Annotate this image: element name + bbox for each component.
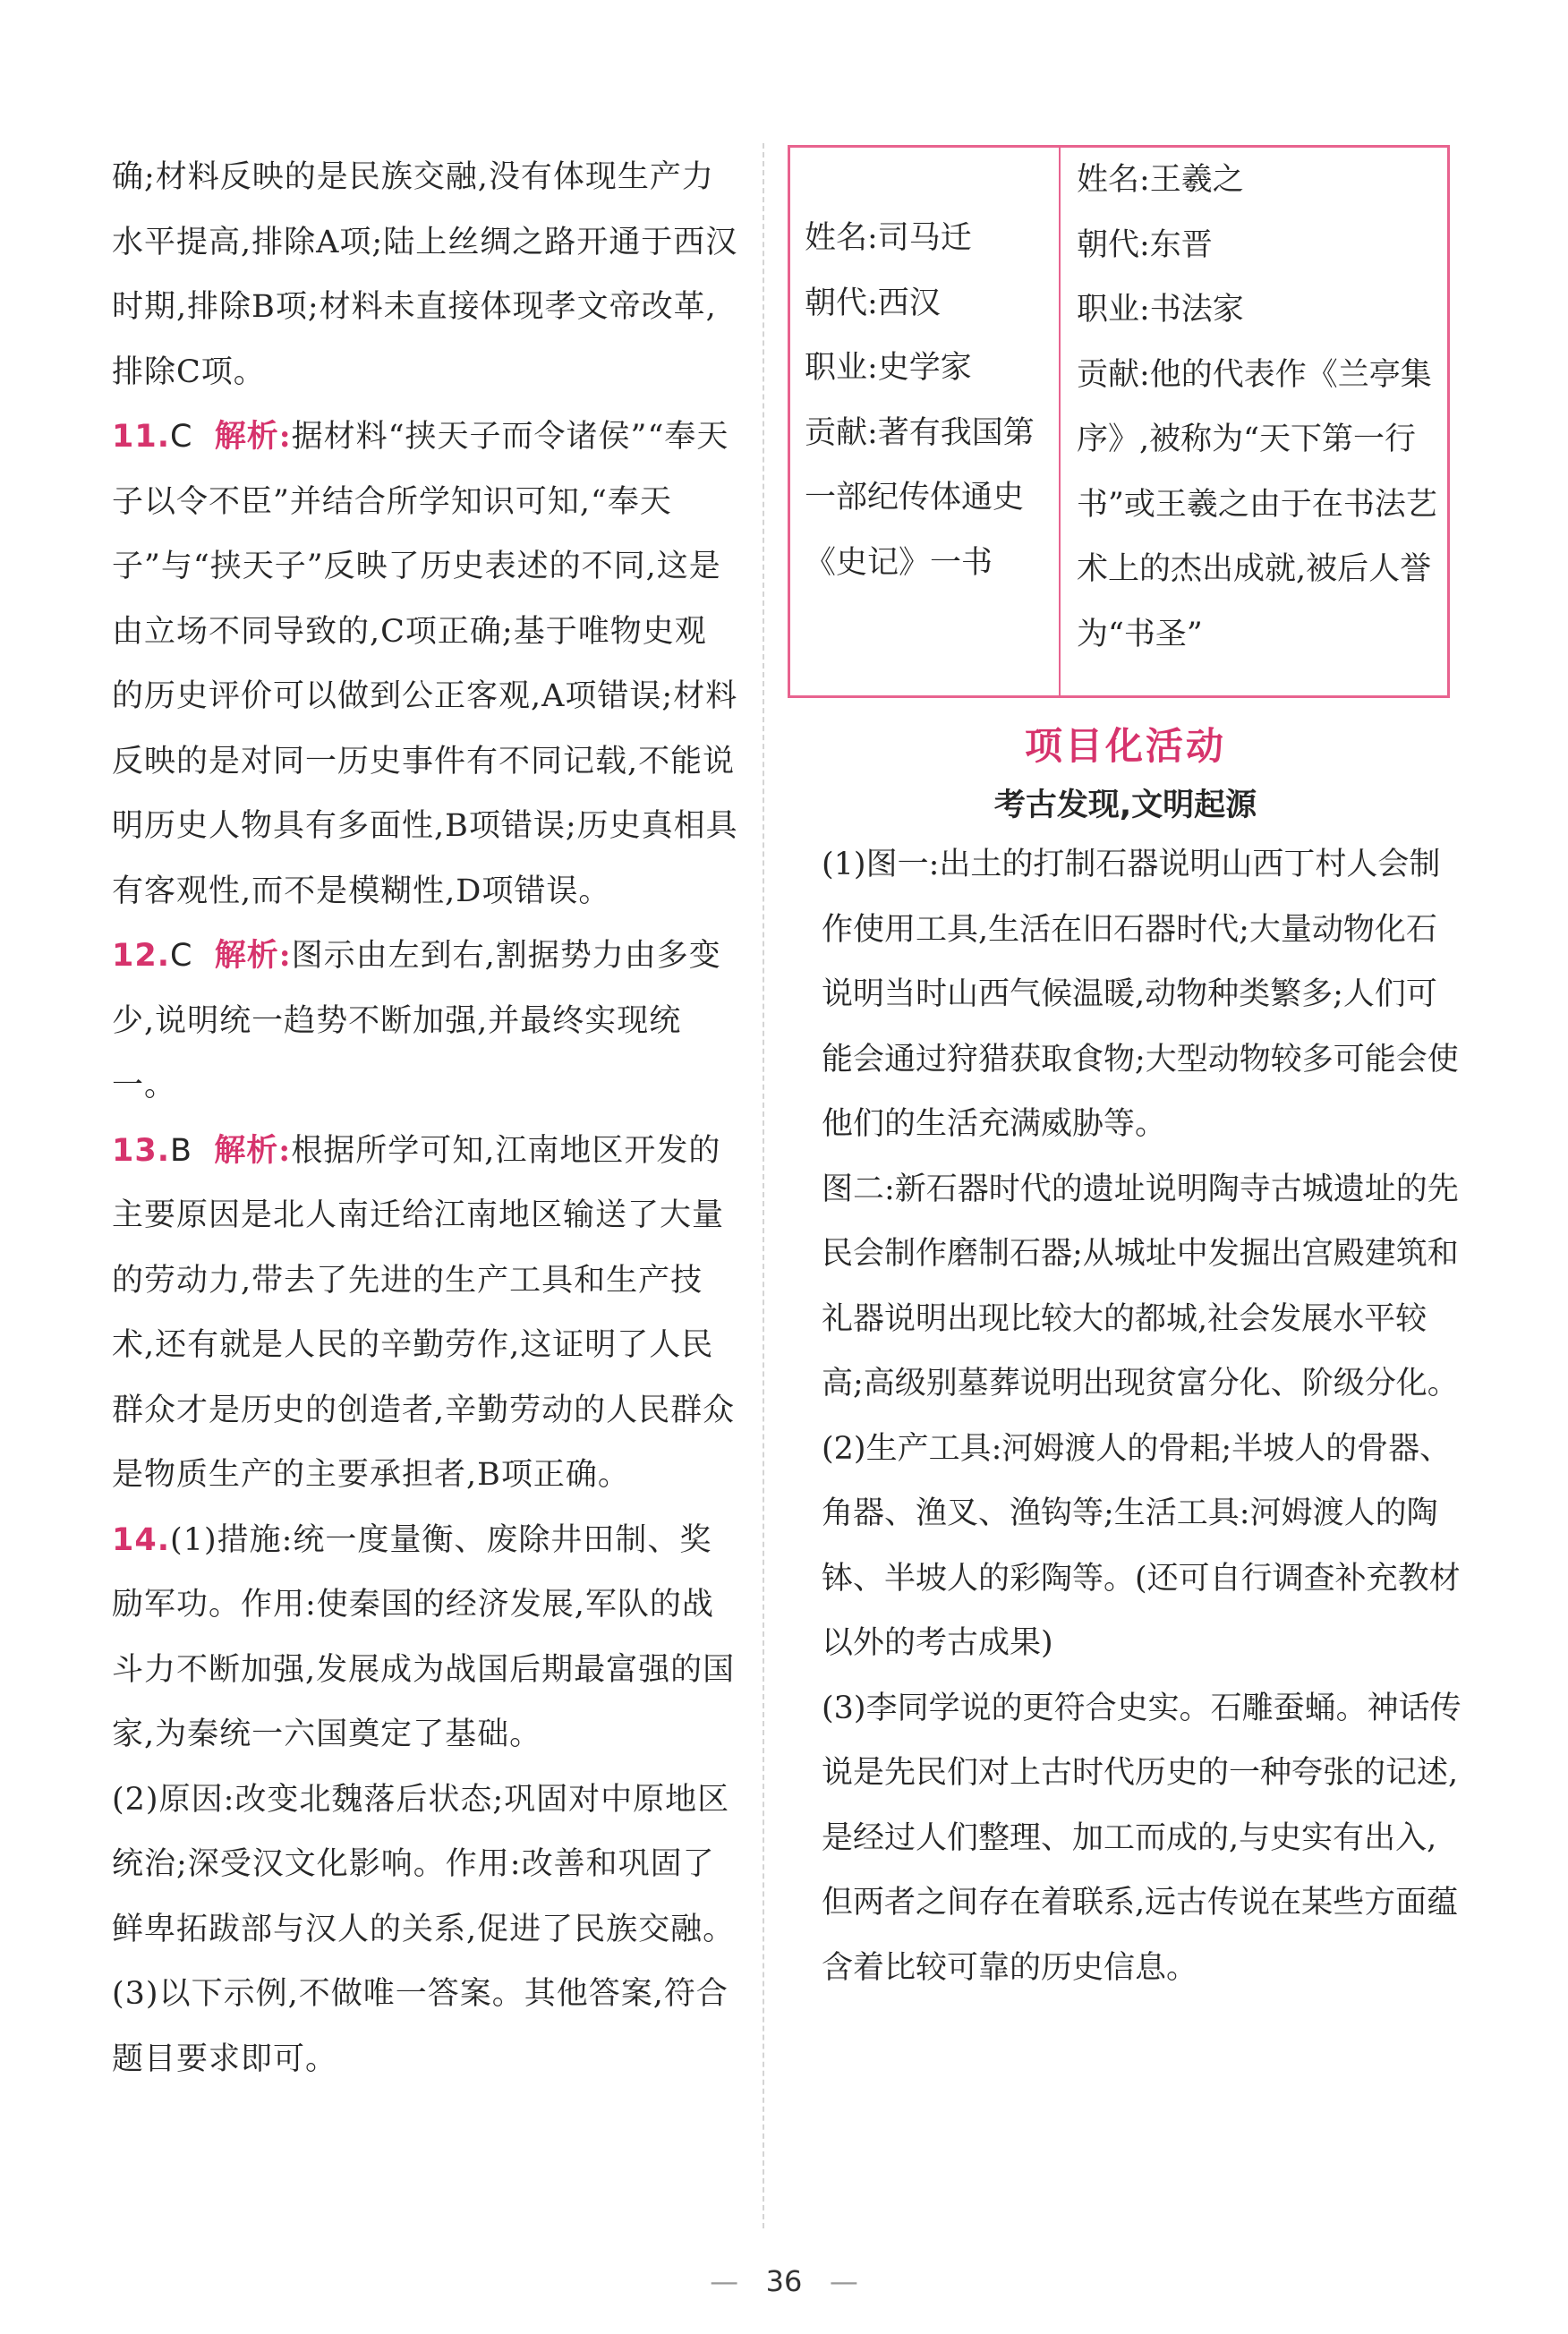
activity-part-1: (1)图一:出土的打制石器说明山西丁村人会制作使用工具,生活在旧石器时代;大量动物化石说明当时山西气候温暖,动物种类繁多;人们可能会通过狩猎获取食物;大型动物较多可能会使他们的生活充满威胁等。 [822,847,1459,1142]
sima-qian-cell [790,148,1061,695]
answer-14-part-3: (3)以下示例,不做唯一答案。其他答案,符合题目要求即可。 [112,1976,729,2077]
section-title: 项目化活动 [1024,724,1226,768]
occupation-field: 职业:书法家 [1077,292,1244,328]
question-number: 14. [112,1521,171,1558]
section-subtitle: 考古发现,文明起源 [993,788,1257,823]
activity-part-3: (3)李同学说的更符合史实。石雕蚕蛹。神话传说是先民们对上古时代历史的一种夸张的记述,是经过人们整理、加工而成的,与史实有出入,但两者之间存在着联系,远古传说在某些方面蕴含着比较可靠的历史信息。 [822,1690,1461,1986]
page-footer [0,2264,1568,2298]
activity-answers [788,832,1463,2000]
answer-letter: B [170,1132,193,1169]
contribution-field: 贡献:著有我国第一部纪传体通史《史记》一书 [805,414,1035,581]
analysis-tag: 解析: [214,418,292,455]
name-field: 姓名:司马迁 [805,220,972,256]
historical-figures-table [788,145,1450,698]
answer-12 [112,924,738,1119]
occupation-field: 职业:史学家 [805,350,972,386]
analysis-tag: 解析: [214,1131,292,1169]
left-column [112,145,738,2091]
answer-14 [112,1508,738,1768]
wang-xizhi-cell [1061,148,1447,695]
activity-part-2: (2)生产工具:河姆渡人的骨耜;半坡人的骨器、角器、渔叉、渔钩等;生活工具:河姆渡人的陶钵、半坡人的彩陶等。(还可自行调查补充教材以外的考古成果) [822,1430,1461,1661]
analysis-text: 图示由左到右,割据势力由多变少,说明统一趋势不断加强,并最终实现统一。 [112,938,721,1103]
right-column [788,145,1463,2000]
footer-dash-left: — [710,2264,739,2298]
question-number: 12. [112,938,171,974]
answer-letter: C [170,938,193,974]
answer-14-part-1: (1)措施:统一度量衡、废除井田制、奖励军功。作用:使秦国的经济发展,军队的战斗力不断加强,发展成为战国后期最富强的国家,为秦统一六国奠定了基础。 [112,1521,736,1752]
contribution-field: 贡献:他的代表作《兰亭集序》,被称为“天下第一行书”或王羲之由于在书法艺术上的杰出成就,被后人誉为“书圣” [1077,356,1437,652]
dynasty-field: 朝代:西汉 [805,285,941,321]
activity-part-1b: 图二:新石器时代的遗址说明陶寺古城遗址的先民会制作磨制石器;从城址中发掘出宫殿建筑和礼器说明出现比较大的都城,社会发展水平较高;高级别墓葬说明出现贫富分化、阶级分化。 [822,1171,1459,1401]
column-divider [763,143,764,2228]
dynasty-field: 朝代:东晋 [1077,226,1213,263]
analysis-text: 据材料“挟天子而令诸侯”“奉天子以令不臣”并结合所学知识可知,“奉天子”与“挟天子”反映了历史表述的不同,这是由立场不同导致的,C项正确;基于唯物史观的历史评价可以做到公正客观,A项错误;材料反映的是对同一历史事件有不同记载,不能说明历史人物具有多面性,B项错误;历史真相具有客观性,而不是模糊性,D项错误。 [112,419,738,909]
analysis-text: 根据所学可知,江南地区开发的主要原因是北人南迁给江南地区输送了大量的劳动力,带去了先进的生产工具和生产技术,还有就是人民的辛勤劳作,这证明了人民群众才是历史的创造者,辛勤劳动的人民群众是物质生产的主要承担者,B项正确。 [112,1132,736,1493]
page-number: 36 [765,2264,803,2298]
answer-13 [112,1119,738,1508]
answer-letter: C [170,419,193,455]
answer-14-part-2: (2)原因:改变北魏落后状态;巩固对中原地区统治;深受汉文化影响。作用:改善和巩固了鲜卑拓跋部与汉人的关系,促进了民族交融。 [112,1781,736,1947]
question-number: 11. [112,419,171,455]
intro-paragraph: 确;材料反映的是民族交融,没有体现生产力水平提高,排除A项;陆上丝绸之路开通于西汉时期,排除B项;材料未直接体现孝文帝改革,排除C项。 [112,159,738,390]
analysis-tag: 解析: [214,937,292,974]
question-number: 13. [112,1132,171,1169]
answer-11 [112,405,738,924]
footer-dash-right: — [829,2264,858,2298]
name-field: 姓名:王羲之 [1077,162,1244,198]
